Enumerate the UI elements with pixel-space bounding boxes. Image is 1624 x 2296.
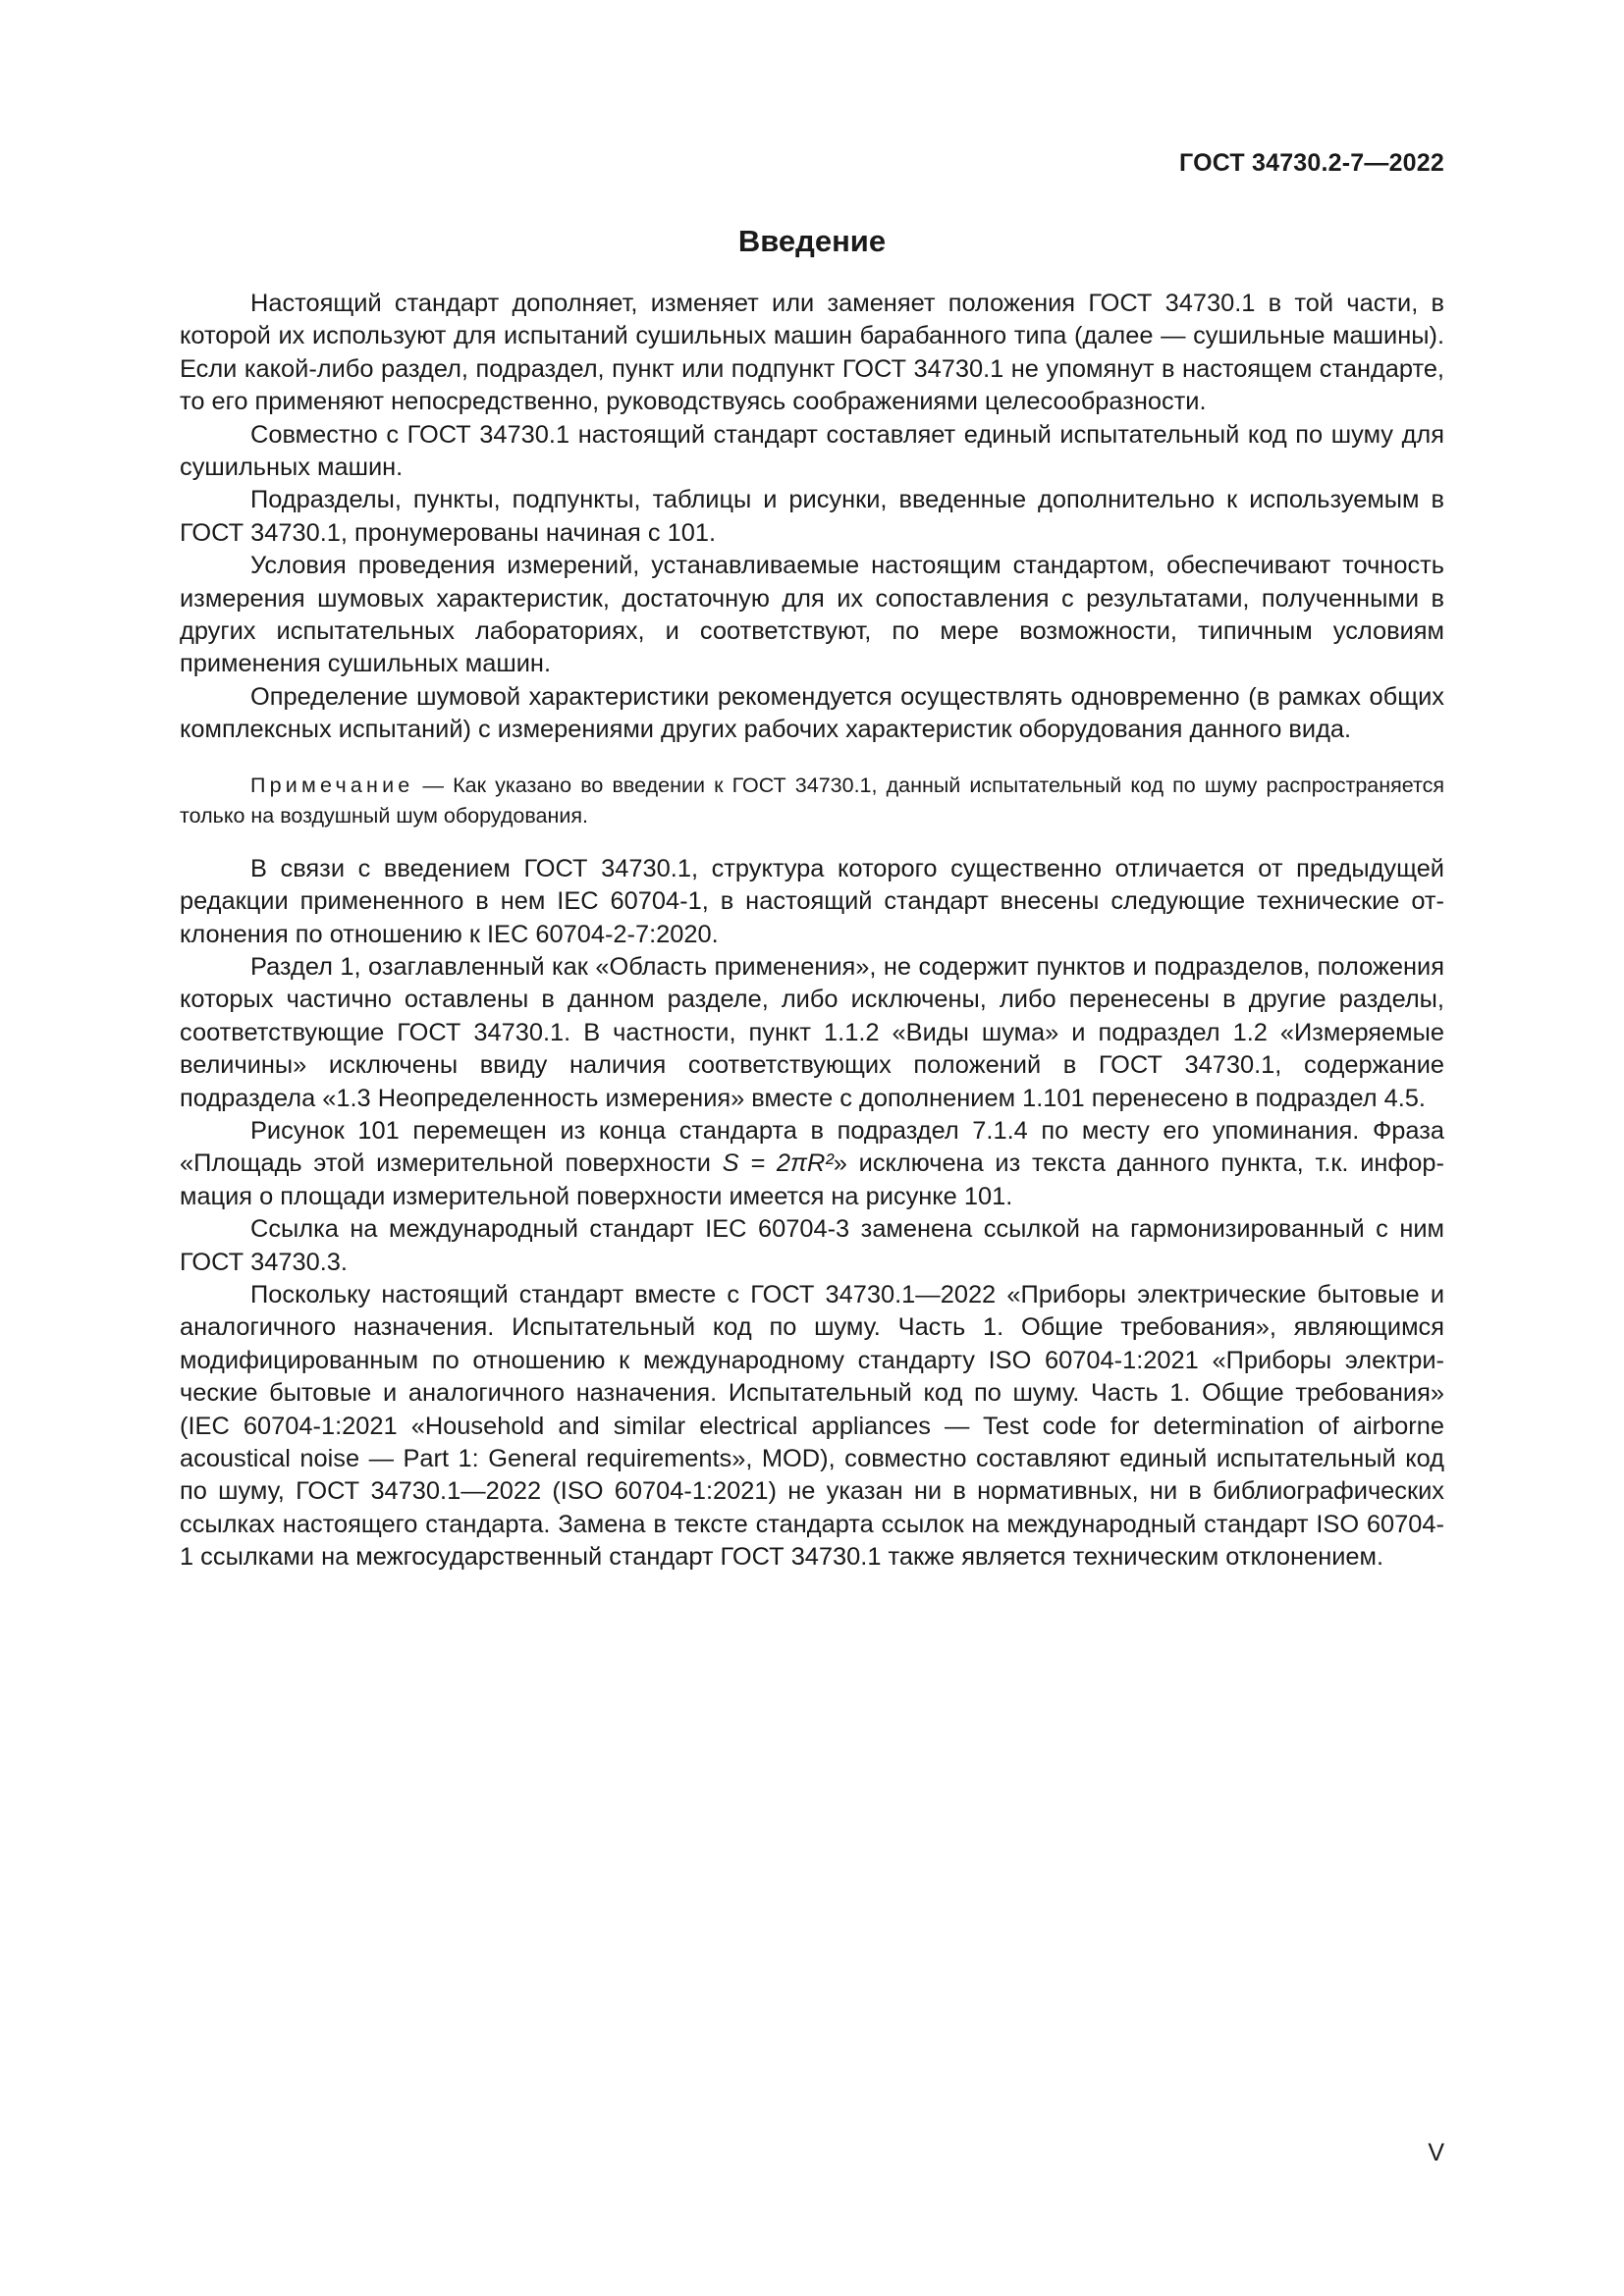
figure-paragraph-start: Рисунок 101 перемещен из конца стандарта в подраздел 7.1.4 по месту его упоминания. Фраза «Площадь этой измерительной поверхности	[180, 1116, 1444, 1178]
note	[180, 771, 1444, 831]
body-text	[180, 288, 1444, 1575]
figure-paragraph	[180, 1115, 1444, 1213]
figure-paragraph-end: » исключена из текста данного пункта, т.к. информация о площади измерительной поверхности имеется на рисунке 101.	[180, 1149, 1445, 1210]
note-text: — Как указано во введении к ГОСТ 34730.1, данный испытательный код по шуму распространяется только на воздушный шум оборудования.	[180, 773, 1444, 828]
paragraph: Настоящий стандарт дополняет, изменяет или заменяет положения ГОСТ 34730.1 в той части, в которой их используют для испытаний сушильных машин барабанного типа (далее — сушильные машины). Если какой-либо раздел, подраздел, пункт или подпункт ГОСТ 34730.1 не упомянут в настоящем стандарте, то его применяют непосредственно, руководствуясь соображениями целесообразности.	[180, 290, 1444, 416]
paragraph: Раздел 1, озаглавленный как «Область применения», не содержит пунктов и подразделов, положения которых частично оставлены в данном разделе, либо исключены, либо перенесены в другие разделы, соответствующие ГОСТ 34730.1. В частности, пункт 1.1.2 «Виды шума» и подраздел 1.2 «Измеряемые величины» исключены ввиду наличия соответствующих положений в ГОСТ 34730.1, содержание подраздела «1.3 Неопределенность измерения» вместе с дополнением 1.101 перенесено в подраздел 4.5.	[180, 952, 1444, 1112]
paragraph: Поскольку настоящий стандарт вместе с ГОСТ 34730.1—2022 «Приборы электрические бытовые и аналогичного назначения. Испытательный код по шуму. Часть 1. Общие требования», являющимся модифицированным по отношению к международному стандарту ISO 60704-1:2021 «Приборы электрические бытовые и аналогичного назначения. Испытательный код по шуму. Часть 1. Общие требования» (IEC 60704-1:2021 «Household and similar electrical appliances — Test code for determination of airborne acoustical noise — Part 1: General requirements», MOD), совместно составляют единый испытательный код по шуму, ГОСТ 34730.1—2022 (ISO 60704-1:2021) не указан ни в нормативных, ни в библиографических ссылках настоящего стандарта. Замена в тексте стандарта ссылок на международный стандарт ISO 60704-1 ссылками на межгосударственный стандарт ГОСТ 34730.1 также является техническим отклонением.	[180, 1280, 1444, 1572]
paragraph: Совместно с ГОСТ 34730.1 настоящий стандарт составляет единый испытательный код по шуму для сушильных машин.	[180, 420, 1444, 482]
paragraph: Определение шумовой характеристики рекомендуется осуществлять одновременно (в рамках общих комплексных испытаний) с измерениями других рабочих характеристик оборудования данного вида.	[180, 682, 1444, 744]
section-title: Введение	[737, 224, 887, 258]
note-label: Примечание	[250, 773, 414, 797]
paragraph: Подразделы, пункты, подпункты, таблицы и рисунки, введенные дополнительно к используемым в ГОСТ 34730.1, пронумерованы начиная с 101.	[180, 486, 1444, 547]
standard-code-header: ГОСТ 34730.2-7—2022	[1179, 149, 1444, 177]
paragraph: Условия проведения измерений, устанавливаемые настоящим стандартом, обеспечивают точность измерения шумовых характеристик, достаточную для их сопоставления с результатами, полученными в других испытательных лабораториях, и соответствуют, по мере возможности, типичным условиям применения сушильных машин.	[180, 552, 1444, 678]
paragraph: Ссылка на международный стандарт IEC 60704-3 заменена ссылкой на гармонизированный с ним ГОСТ 34730.3.	[180, 1215, 1444, 1276]
page-number: V	[1428, 2139, 1444, 2166]
paragraph: В связи с введением ГОСТ 34730.1, структура которого существенно отличается от предыдущей редакции примененного в нем IEC 60704-1, в настоящий стандарт внесены следующие технические отклонения по отношению к IEC 60704-2-7:2020.	[180, 854, 1444, 948]
area-formula: S = 2πR²	[722, 1149, 834, 1178]
